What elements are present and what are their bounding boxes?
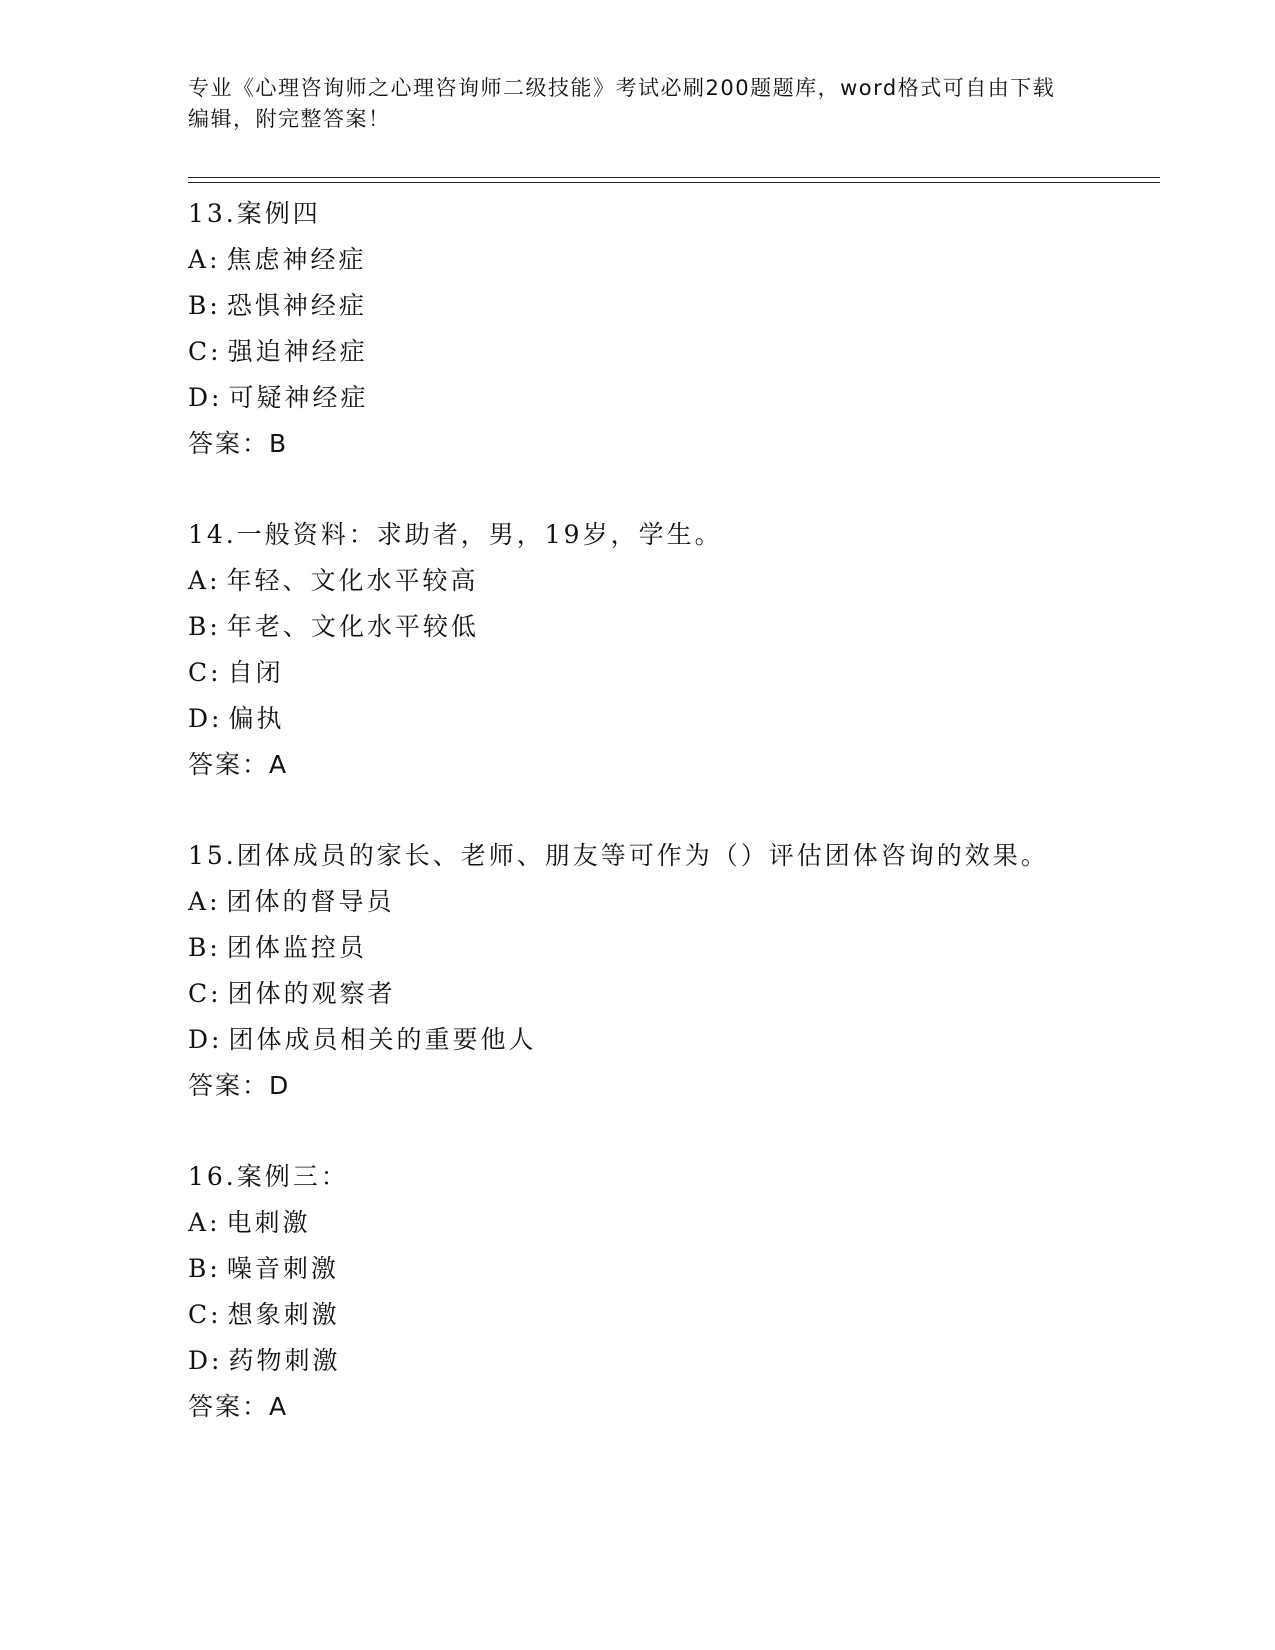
option-c <box>188 1292 1148 1338</box>
option-a <box>188 1200 1148 1246</box>
answer-line: 答案：B <box>188 429 289 458</box>
option-text: 可疑神经症 <box>228 383 369 412</box>
option-separator: : <box>210 658 222 687</box>
document-header: 专业《心理咨询师之心理咨询师二级技能》考试必刷200题题库，word格式可自由下载编辑，附完整答案！ <box>188 76 1056 131</box>
question-14 <box>188 512 1148 788</box>
option-c <box>188 650 1148 696</box>
option-separator: : <box>210 1300 222 1329</box>
option-key: A <box>188 887 210 916</box>
option-a <box>188 879 1148 925</box>
question-stem: 15.团体成员的家长、老师、朋友等可作为（）评估团体咨询的效果。 <box>188 841 1049 870</box>
option-key: B <box>188 933 210 962</box>
option-key: C <box>188 658 211 687</box>
option-key: D <box>188 1346 212 1375</box>
option-key: B <box>188 291 210 320</box>
option-separator: : <box>211 704 223 733</box>
header-divider-bottom <box>188 182 1160 183</box>
option-separator: : <box>209 291 221 320</box>
option-key: B <box>188 612 210 641</box>
option-text: 强迫神经症 <box>227 337 368 366</box>
option-b <box>188 604 1148 650</box>
option-a <box>188 558 1148 604</box>
question-stem: 16.案例三： <box>188 1162 349 1191</box>
option-separator: : <box>209 566 221 595</box>
option-d <box>188 1017 1148 1063</box>
option-text: 团体成员相关的重要他人 <box>228 1025 537 1054</box>
question-stem: 13.案例四 <box>188 199 321 228</box>
option-key: C <box>188 979 211 1008</box>
option-a <box>188 237 1148 283</box>
option-text: 年轻、文化水平较高 <box>226 566 479 595</box>
option-separator: : <box>210 979 222 1008</box>
option-text: 偏执 <box>228 704 285 733</box>
option-c <box>188 329 1148 375</box>
option-text: 想象刺激 <box>227 1300 340 1329</box>
option-d <box>188 1338 1148 1384</box>
option-c <box>188 971 1148 1017</box>
option-b <box>188 925 1148 971</box>
question-list <box>188 191 1148 1475</box>
option-key: D <box>188 1025 212 1054</box>
option-separator: : <box>209 612 221 641</box>
option-separator: : <box>210 337 222 366</box>
option-separator: : <box>209 1254 221 1283</box>
option-text: 团体的观察者 <box>227 979 396 1008</box>
answer-line: 答案：A <box>188 750 289 779</box>
option-key: D <box>188 383 212 412</box>
option-separator: : <box>211 383 223 412</box>
question-15 <box>188 833 1148 1109</box>
answer-line: 答案：A <box>188 1392 289 1421</box>
option-key: A <box>188 245 210 274</box>
option-key: C <box>188 337 211 366</box>
option-separator: : <box>209 245 221 274</box>
option-text: 噪音刺激 <box>226 1254 339 1283</box>
answer-line: 答案：D <box>188 1071 291 1100</box>
option-d <box>188 375 1148 421</box>
header-divider-top <box>188 177 1160 178</box>
option-text: 团体监控员 <box>226 933 367 962</box>
option-text: 年老、文化水平较低 <box>226 612 479 641</box>
option-b <box>188 283 1148 329</box>
option-text: 电刺激 <box>226 1208 311 1237</box>
option-text: 恐惧神经症 <box>226 291 367 320</box>
option-key: B <box>188 1254 210 1283</box>
option-text: 焦虑神经症 <box>226 245 367 274</box>
option-separator: : <box>209 1208 221 1237</box>
option-separator: : <box>211 1025 223 1054</box>
option-separator: : <box>209 887 221 916</box>
option-text: 药物刺激 <box>228 1346 341 1375</box>
option-separator: : <box>209 933 221 962</box>
question-16 <box>188 1154 1148 1430</box>
option-text: 团体的督导员 <box>226 887 395 916</box>
option-key: A <box>188 1208 210 1237</box>
option-d <box>188 696 1148 742</box>
question-stem: 14.一般资料：求助者，男，19岁，学生。 <box>188 520 723 549</box>
option-text: 自闭 <box>227 658 284 687</box>
option-key: D <box>188 704 212 733</box>
option-separator: : <box>211 1346 223 1375</box>
question-13 <box>188 191 1148 467</box>
option-key: A <box>188 566 210 595</box>
option-key: C <box>188 1300 211 1329</box>
option-b <box>188 1246 1148 1292</box>
